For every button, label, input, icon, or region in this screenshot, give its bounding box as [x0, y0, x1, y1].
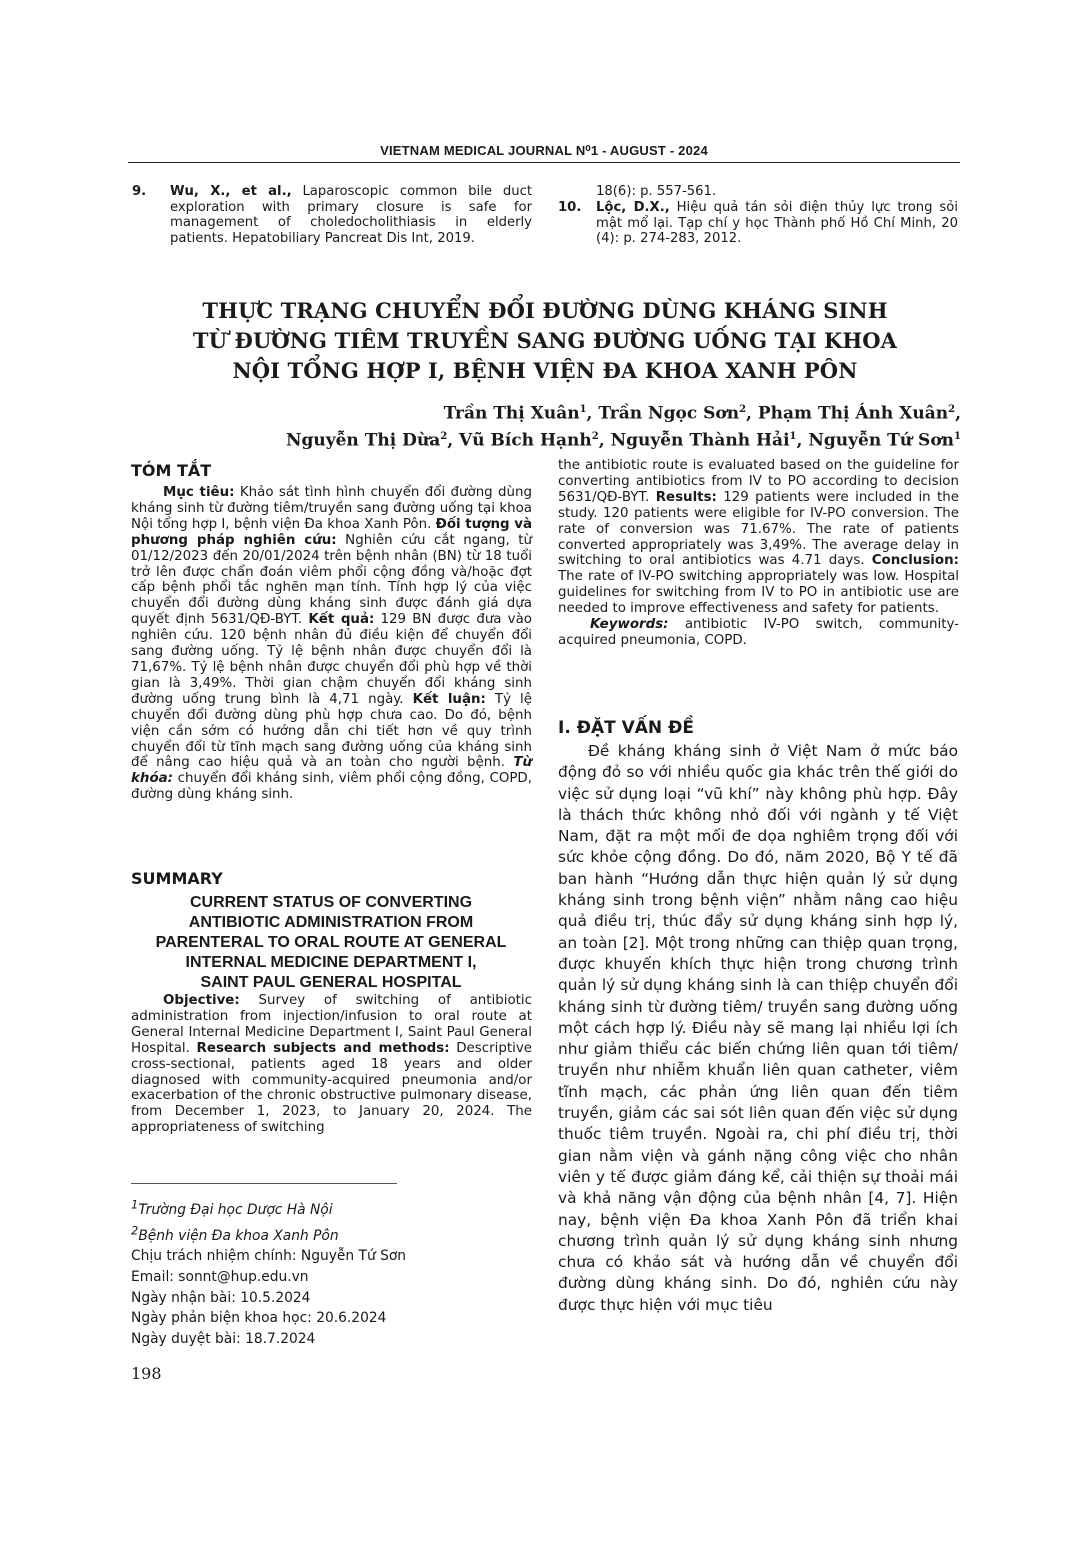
text-tu-khoa: chuyển đổi kháng sinh, viêm phổi cộng đồng, COPD, đường dùng kháng sinh. — [131, 771, 532, 803]
affiliation-mark: 1 — [954, 431, 961, 442]
title-line: THỰC TRẠNG CHUYỂN ĐỔI ĐƯỜNG DÙNG KHÁNG SINH — [202, 298, 888, 323]
author-name: Nguyễn Thị Dừa — [285, 430, 441, 451]
reference-10 — [558, 200, 958, 247]
title-line: TỪ ĐƯỜNG TIÊM TRUYỀN SANG ĐƯỜNG UỐNG TẠI KHOA — [192, 328, 898, 353]
reference-author: Lộc, D.X., — [596, 200, 670, 215]
intro-text — [558, 741, 958, 1316]
author-name: Nguyễn Tứ Sơn — [808, 430, 955, 451]
date-reviewed: Ngày phản biện khoa học: 20.6.2024 — [131, 1310, 387, 1327]
reference-number: 9. — [132, 184, 147, 199]
label-objective: Objective: — [163, 993, 240, 1008]
label-ket-qua: Kết quả: — [308, 612, 375, 628]
label-tu-khoa: Từ khóa: — [131, 755, 532, 787]
abstract-vi — [131, 485, 532, 803]
summary-title-line: CURRENT STATUS OF CONVERTING — [189, 894, 473, 911]
label-results: Results: — [655, 489, 717, 505]
reference-text: Laparoscopic common bile duct exploration with primary closure is safe for management of choledocholithiasis in elderly patients. Hepatobiliary Pancreat Dis Int, 2019. — [170, 184, 532, 246]
intro-paragraph: Đề kháng kháng sinh ở Việt Nam ở mức báo động đỏ so với nhiều quốc gia khác trên thế giới do việc sử dụng loại “vũ khí” này không phù hợp. Đây là thách thức không nhỏ đối với ngành y tế Việt Nam, đặt ra một mối đe dọa nghiêm trọng đối với sức khỏe cộng đồng. Do đó, năm 2020, Bộ Y tế đã ban hành “Hướng dẫn thực hiện quản lý sử dụng kháng sinh trong bệnh viện” nhằm nâng cao hiệu quả điều trị, thúc đẩy sử dụng kháng sinh hợp lý, an toàn [2]. Một trong những can thiệp quan trọng, được khuyến khích thực hiện trong chương trình quản lý sử dụng kháng sinh là can thiệp chuyển đổi kháng sinh từ đường tiêm/ truyền sang đường uống một cách hợp lý. Điều này sẽ mang lại nhiều lợi ích như giảm thiểu các biến chứng liên quan tới tiêm/ truyền như nhiễm khuẩn liên quan catheter, viêm tĩnh mạch, các phản ứng liên quan đến tiêm truyền, giảm các sai sót liên quan đến việc sử dụng thuốc tiêm truyền. Ngoài ra, chi phí điều trị, thời gian nằm viện và gánh nặng công việc cho nhân viên y tế được giảm đáng kể, cải thiện sự thoải mái và khả năng vận động của bệnh nhân [4, 7]. Hiện nay, bệnh viện Đa khoa Xanh Pôn đã triển khai chương trình quản lý sử dụng kháng sinh nhưng chưa có khảo sát và hướng dẫn về chuyển đổi đường dùng kháng sinh. Do đó, nghiên cứu này được thực hiện với mục tiêu — [558, 742, 958, 1314]
text-ket-qua: 129 BN được đưa vào nghiên cứu. 120 bệnh nhân đủ điều kiện để chuyển đổi sang đường uống. Tỷ lệ bệnh nhân được chuyển đổi là 71,67%. Tỷ lệ bệnh nhân được chuyển đổi phù hợp về thời gian là 3,49%. Thời gian chậm chuyển đổi kháng sinh đường uống trung bình là 4,71 ngày. — [131, 612, 532, 707]
affiliation-mark: 2 — [739, 404, 747, 415]
text-results: 129 patients were included in the study. 120 patients were eligible for IV-PO conversion. The rate of conversion was 71.67%. The rate of patients converted appropriately was 3,49%. The average delay in switching to oral antibiotics was 4.71 days. — [558, 489, 959, 569]
summary-title-line: INTERNAL MEDICINE DEPARTMENT I, — [185, 954, 477, 971]
author-line-1: Trần Thị Xuân$^1$, Trần Ngọc Sơn$^2$, Phạm Thị Ánh Xuân$^2$, — [443, 403, 961, 424]
reference-text: Hiệu quả tán sỏi điện thủy lực trong sỏi mật mổ lại. Tạp chí y học Thành phố Hồ Chí Minh, 20 (4): p. 274-283, 2012. — [596, 200, 958, 247]
summary-title-line: SAINT PAUL GENERAL HOSPITAL — [200, 974, 462, 991]
text-methods: Descriptive cross-sectional, patients aged 18 years and older diagnosed with community-acquired pneumonia and/or exacerbation of the chronic obstructive pulmonary disease, from December 1, 2023, to January 20, 2024. The appropriateness of switching — [131, 1040, 532, 1136]
affiliation-mark: 2 — [591, 431, 599, 442]
summary-heading: SUMMARY — [131, 869, 223, 888]
reference-author: Wu, X., et al., — [170, 184, 292, 199]
label-conclusion: Conclusion: — [871, 553, 959, 569]
journal-header: VIETNAM MEDICAL JOURNAL N⁰1 - AUGUST - 2024 — [380, 143, 708, 158]
date-accepted: Ngày duyệt bài: 18.7.2024 — [131, 1330, 316, 1347]
reference-9-continued — [558, 184, 958, 200]
label-methods: Research subjects and methods: — [196, 1040, 450, 1056]
page-number: 198 — [131, 1364, 162, 1383]
header-divider — [128, 162, 960, 163]
summary-text-left — [131, 993, 532, 1136]
author-name: Trần Thị Xuân — [443, 403, 580, 424]
affiliation-mark: 2 — [948, 404, 956, 415]
affiliation-mark: 1 — [579, 404, 587, 415]
affiliation-number: 2 — [131, 1223, 139, 1238]
corresponding-author: Chịu trách nhiệm chính: Nguyễn Tứ Sơn — [131, 1248, 407, 1265]
article-title — [120, 296, 970, 386]
intro-heading: I. ĐẶT VẤN ĐỀ — [558, 718, 694, 738]
text-keywords: antibiotic IV-PO switch, community-acquired pneumonia, COPD. — [558, 617, 959, 648]
summary-title — [131, 893, 531, 993]
reference-9 — [132, 184, 532, 246]
text-objective: Survey of switching of antibiotic administration from injection/infusion to oral route at General Internal Medicine Department I, Saint Paul General Hospital. — [131, 993, 532, 1056]
author-line-2: Nguyễn Thị Dừa$^2$, Vũ Bích Hạnh$^2$, Nguyễn Thành Hải$^1$, Nguyễn Tứ Sơn$^1$ — [285, 430, 961, 451]
text-doi-tuong: Nghiên cứu cắt ngang, từ 01/12/2023 đến 20/01/2024 trên bệnh nhân (BN) từ 18 tuổi trở lên được chẩn đoán viêm phổi cộng đồng và/hoặc đợt cấp bệnh phổi tắc nghẽn mạn tính. Tính hợp lý của việc chuyển đổi đường dùng kháng sinh được đánh giá dựa quyết định 5631/QĐ-BYT. — [131, 532, 532, 628]
text-muc-tieu: Khảo sát tình hình chuyển đổi đường dùng kháng sinh từ đường tiêm/truyền sang đường uống tại khoa Nội tổng hợp I, bệnh viện Đa khoa Xanh Pôn. — [131, 485, 532, 532]
footnote-divider — [131, 1183, 397, 1184]
title-line: NỘI TỔNG HỢP I, BỆNH VIỆN ĐA KHOA XANH PÔN — [232, 358, 858, 383]
label-doi-tuong: Đối tượng và phương pháp nghiên cứu: — [131, 516, 532, 548]
text-ket-luan: Tỷ lệ chuyển đổi đường dùng phù hợp chưa cao. Do đó, bệnh viện cần sớm có hướng dẫn chi tiết hơn về quy trình chuyển đổi từ tĩnh mạch sang đường uống của kháng sinh để nâng cao hiệu quả và an toàn cho người bệnh. — [131, 691, 532, 771]
author-name: Vũ Bích Hạnh — [459, 430, 592, 451]
affiliation-name: Trường Đại học Dược Hà Nội — [138, 1201, 333, 1218]
affiliation-mark: 1 — [789, 431, 797, 442]
abstract-heading-vi: TÓM TẮT — [131, 461, 212, 480]
label-ket-luan: Kết luận: — [412, 691, 486, 707]
affiliation-2 — [131, 1220, 406, 1246]
affiliation-number: 1 — [131, 1197, 139, 1211]
label-keywords: Keywords: — [590, 617, 669, 633]
reference-text: 18(6): p. 557-561. — [596, 184, 717, 199]
affiliation-1 — [131, 1194, 406, 1220]
date-received: Ngày nhận bài: 10.5.2024 — [131, 1289, 311, 1306]
footnotes — [131, 1194, 406, 1349]
author-name: Trần Ngọc Sơn — [598, 403, 740, 424]
label-muc-tieu: Mục tiêu: — [163, 485, 235, 500]
affiliation-mark: 2 — [440, 431, 448, 442]
author-name: Nguyễn Thành Hải — [610, 430, 790, 451]
summary-text-right — [558, 458, 959, 649]
text-conclusion: The rate of IV-PO switching appropriately was low. Hospital guidelines for switching from IV to PO in antibiotic use are needed to improve effectiveness and safety for patients. — [558, 569, 959, 617]
email: Email: sonnt@hup.edu.vn — [131, 1268, 309, 1285]
reference-number: 10. — [558, 200, 582, 215]
author-name: Phạm Thị Ánh Xuân — [757, 403, 949, 424]
summary-title-line: PARENTERAL TO ORAL ROUTE AT GENERAL — [155, 934, 507, 951]
summary-title-line: ANTIBIOTIC ADMINISTRATION FROM — [188, 914, 474, 931]
affiliation-name: Bệnh viện Đa khoa Xanh Pôn — [138, 1227, 339, 1244]
text-methods-continued: the antibiotic route is evaluated based on the guideline for converting antibiotics from IV to PO according to decision 5631/QĐ-BYT. — [558, 458, 959, 505]
